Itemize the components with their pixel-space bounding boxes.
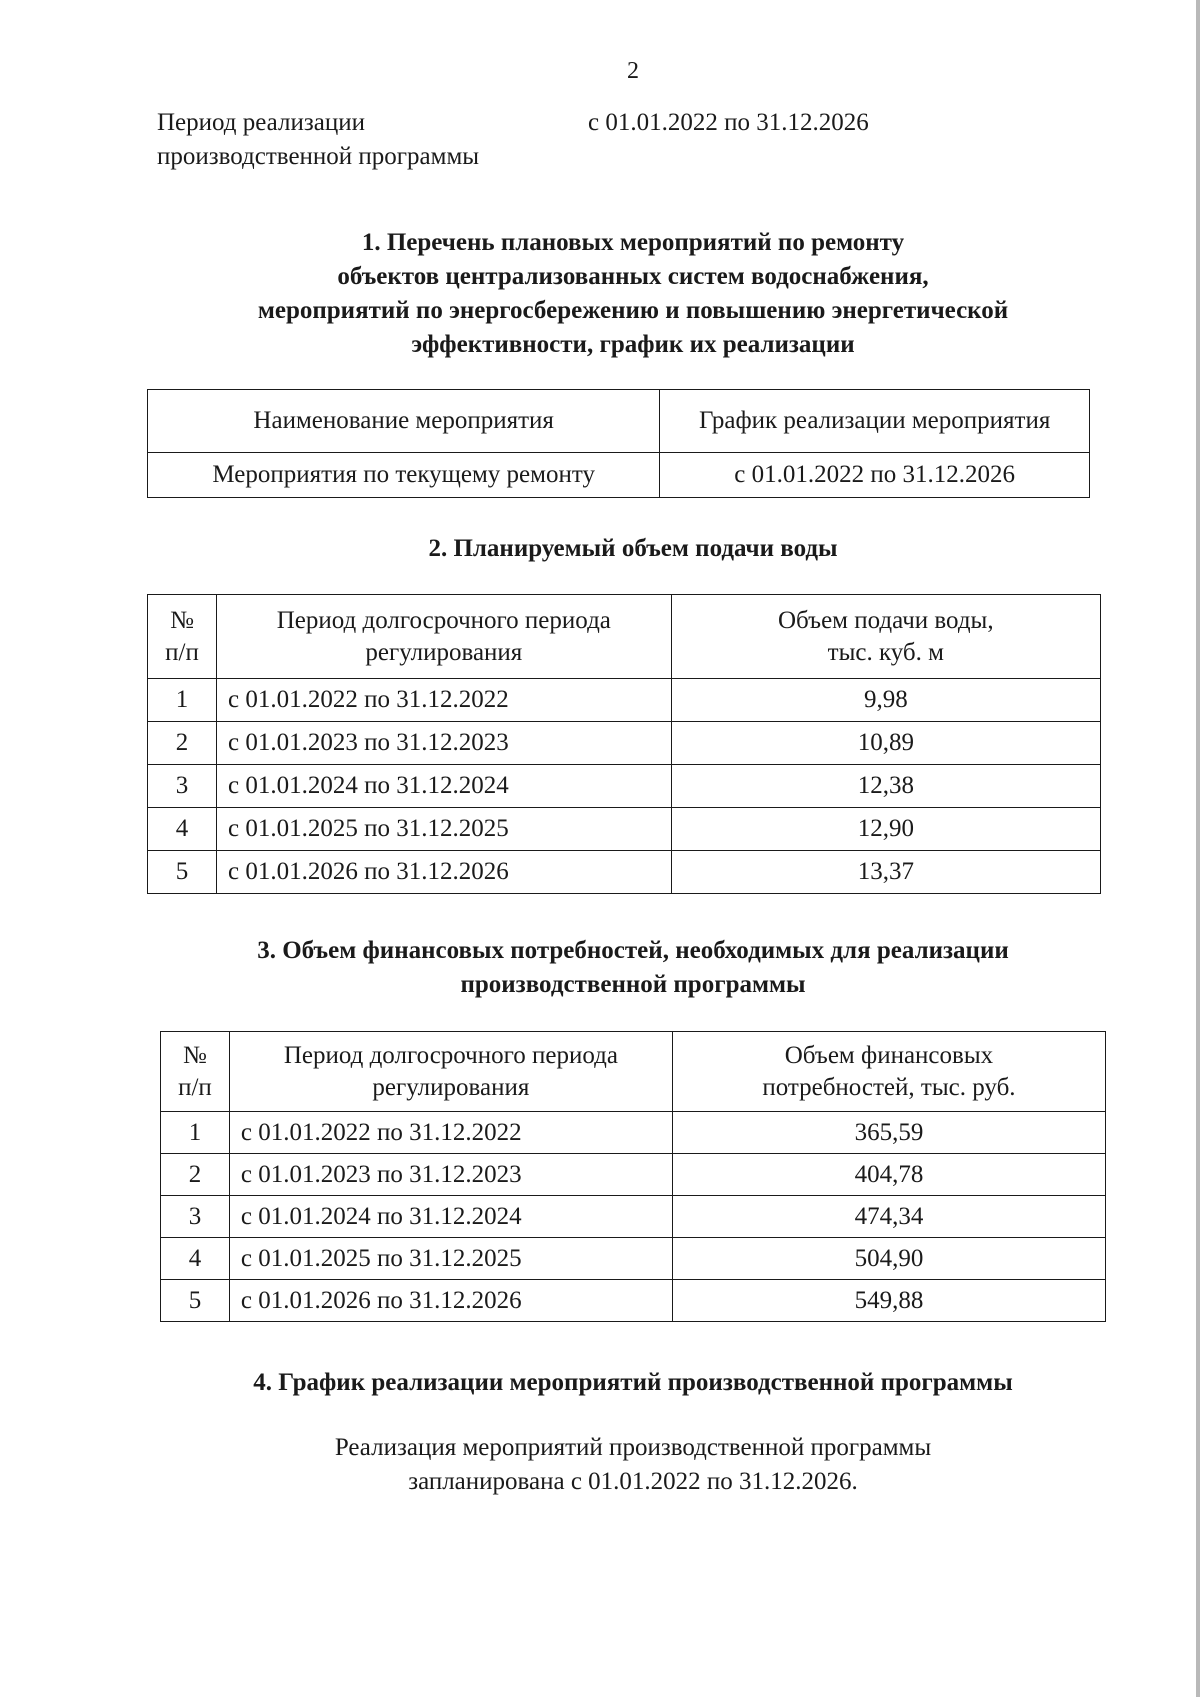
row-value: 12,90: [671, 808, 1100, 851]
row-value: 549,88: [672, 1280, 1105, 1322]
row-value: 474,34: [672, 1196, 1105, 1238]
table-row: [148, 851, 1101, 894]
row-number: 4: [161, 1238, 230, 1280]
row-period: с 01.01.2024 по 31.12.2024: [229, 1196, 672, 1238]
period-label-line: Период реализации: [157, 109, 365, 136]
section3-heading-line: производственной программы: [460, 971, 806, 998]
row-number: 2: [148, 722, 217, 765]
table-header-row: [148, 595, 1101, 679]
row-number: 5: [161, 1280, 230, 1322]
row-period: с 01.01.2026 по 31.12.2026: [217, 851, 672, 894]
row-period: с 01.01.2025 по 31.12.2025: [229, 1238, 672, 1280]
row-value: 12,38: [671, 765, 1100, 808]
table-row: [161, 1196, 1106, 1238]
table-row: [148, 679, 1101, 722]
closing-line: запланирована с 01.01.2022 по 31.12.2026.: [408, 1468, 858, 1495]
row-value: 404,78: [672, 1154, 1105, 1196]
header-period: [229, 1032, 672, 1112]
header-number: [148, 595, 217, 679]
section1-heading-line: мероприятий по энергосбережению и повышению энергетической: [257, 297, 1009, 324]
row-number: 1: [161, 1112, 230, 1154]
section1-heading-line: эффективности, график их реализации: [411, 331, 855, 358]
header-water-volume: [671, 595, 1100, 679]
row-period: с 01.01.2022 по 31.12.2022: [229, 1112, 672, 1154]
row-period: с 01.01.2022 по 31.12.2022: [217, 679, 672, 722]
row-number: 3: [148, 765, 217, 808]
header-financial-volume: [672, 1032, 1105, 1112]
row-number: 4: [148, 808, 217, 851]
row-period: с 01.01.2026 по 31.12.2026: [229, 1280, 672, 1322]
header-period: [217, 595, 672, 679]
closing-paragraph: [0, 1431, 1200, 1499]
table-row: [148, 453, 1090, 498]
table-row: [161, 1280, 1106, 1322]
row-number: 1: [148, 679, 217, 722]
header-period-line: регулирования: [372, 1073, 530, 1101]
header-value-line: потребностей, тыс. руб.: [762, 1073, 1016, 1101]
row-value: 365,59: [672, 1112, 1105, 1154]
row-period: с 01.01.2024 по 31.12.2024: [217, 765, 672, 808]
activity-schedule-cell: с 01.01.2022 по 31.12.2026: [660, 453, 1090, 498]
header-number-line: №: [170, 606, 194, 634]
header-value-line: тыс. куб. м: [827, 638, 944, 666]
header-number-line: п/п: [178, 1073, 212, 1101]
section2-heading: 2. Планируемый объем подачи воды: [428, 535, 838, 562]
section3-heading: [0, 934, 1200, 1002]
header-period-line: Период долгосрочного периода: [283, 1041, 618, 1069]
row-value: 13,37: [671, 851, 1100, 894]
row-number: 5: [148, 851, 217, 894]
table-row: [148, 722, 1101, 765]
section1-heading: [0, 226, 1200, 362]
section1-heading-line: 1. Перечень плановых мероприятий по ремонту: [361, 229, 905, 256]
activity-name-cell: Мероприятия по текущему ремонту: [148, 453, 660, 498]
water-volume-table: [147, 594, 1101, 894]
period-label-line: производственной программы: [157, 143, 480, 170]
table-row: [148, 808, 1101, 851]
financial-needs-table: [160, 1031, 1106, 1322]
header-number-line: №: [183, 1041, 207, 1069]
table-row: [161, 1238, 1106, 1280]
section1-heading-line: объектов централизованных систем водоснабжения,: [337, 263, 929, 290]
row-value: 504,90: [672, 1238, 1105, 1280]
closing-line: Реализация мероприятий производственной программы: [334, 1434, 932, 1461]
table-header-row: [161, 1032, 1106, 1112]
section4-heading: 4. График реализации мероприятий производственной программы: [253, 1369, 1013, 1396]
row-number: 3: [161, 1196, 230, 1238]
activities-table: [147, 389, 1090, 498]
table-row: [161, 1112, 1106, 1154]
row-period: с 01.01.2025 по 31.12.2025: [217, 808, 672, 851]
header-value-line: Объем подачи воды,: [778, 606, 994, 634]
header-activity-name: Наименование мероприятия: [148, 390, 660, 453]
row-number: 2: [161, 1154, 230, 1196]
page-number: 2: [627, 58, 639, 84]
header-activity-schedule: График реализации мероприятия: [660, 390, 1090, 453]
table-header-row: [148, 390, 1090, 453]
row-period: с 01.01.2023 по 31.12.2023: [217, 722, 672, 765]
row-value: 9,98: [671, 679, 1100, 722]
header-number-line: п/п: [165, 638, 199, 666]
table-row: [148, 765, 1101, 808]
header-number: [161, 1032, 230, 1112]
table-row: [161, 1154, 1106, 1196]
row-value: 10,89: [671, 722, 1100, 765]
period-value: с 01.01.2022 по 31.12.2026: [588, 109, 869, 136]
header-period-line: Период долгосрочного периода: [276, 606, 611, 634]
row-period: с 01.01.2023 по 31.12.2023: [229, 1154, 672, 1196]
section3-heading-line: 3. Объем финансовых потребностей, необходимых для реализации: [257, 937, 1009, 964]
header-period-line: регулирования: [365, 638, 523, 666]
period-label: [157, 106, 479, 174]
header-value-line: Объем финансовых: [784, 1041, 994, 1069]
